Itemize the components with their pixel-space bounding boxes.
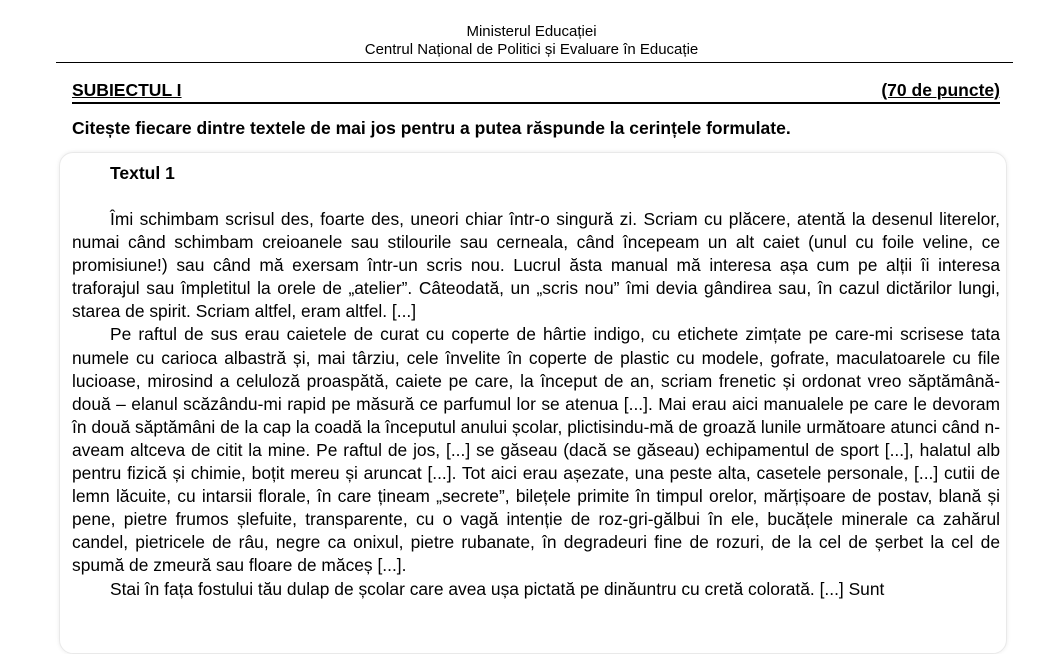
paragraph: Stai în fața fostului tău dulap de școlar care avea ușa pictată pe dinăuntru cu cretă colorată. [...] Sunt — [110, 578, 885, 599]
header-divider — [56, 62, 1013, 63]
subject-points: (70 de puncte) — [881, 80, 1000, 100]
instruction-text: Citește fiecare dintre textele de mai jos pentru a putea răspunde la cerințele formulate. — [72, 118, 791, 138]
text-body — [72, 208, 1000, 601]
page-header — [0, 23, 1063, 59]
ministry-name: Ministerul Educației — [466, 23, 597, 40]
paragraph: Îmi schimbam scrisul des, foarte des, uneori chiar într-o singură zi. Scriam cu plăcere, atentă la desenul literelor, numai când schimbam creioanele sau stilourile sau cerneala, când începeam un alt caiet (unul cu foile veline, ce promisiune!) sau când mă exersam într-un scris nou. Lucrul ăsta manual mă interesa așa cum pe alții îi interesa traforajul sau împletitul la orele de „atelier”. Câteodată, un „scris nou” îmi devia gândirea sau, în cazul dictărilor lungi, starea de spirit. Scriam altfel, eram altfel. [...] — [72, 209, 1000, 322]
subject-title: SUBIECTUL I — [72, 80, 182, 100]
text-title: Textul 1 — [110, 163, 175, 183]
paragraph: Pe raftul de sus erau caietele de curat cu coperte de hârtie indigo, cu etichete zimțate pe care-mi scrisese tata numele cu carioca albastră și, mai târziu, cele învelite în coperte de plastic cu modele, gofrate, maculatoarele cu file lucioase, mirosind a celuloză proaspătă, caiete pe care, la început de an, scriam frenetic și ordonat vreo săptămână-două – elanul scăzându-mi rapid pe măsură ce parfumul lor se atenua [...]. Mai erau aici manualele pe care le devoram în două săptămâni de la cap la coadă la începutul anului școlar, plictisindu-mă de groază lunile următoare atunci când n-aveam altceva de citit la mine. Pe raftul de jos, [...] se găseau (dacă se găseau) echipamentul de sport [...], halatul alb pentru fizică și chimie, boțit mereu și aruncat [...]. Tot aici erau așezate, una peste alta, casetele personale, [...] cutii de lemn lăcuite, cu intarsii florale, în care țineam „secrete”, bilețele primite în timpul orelor, mărțișoare de postav, blană și pene, pietre frumos șlefuite, transparente, cu o vagă intenție de roz-gri-gălbui în ele, bucățele minerale ca zahărul candel, pietricele de râu, negre ca onixul, pietre rubanate, în degradeuri fine de rozuri, de la cel de șerbet la cel de spumă de zmeură sau floare de măceș [...]. — [72, 324, 1000, 576]
subject-heading — [72, 80, 1000, 104]
center-name: Centrul Național de Politici și Evaluare în Educație — [364, 41, 699, 58]
